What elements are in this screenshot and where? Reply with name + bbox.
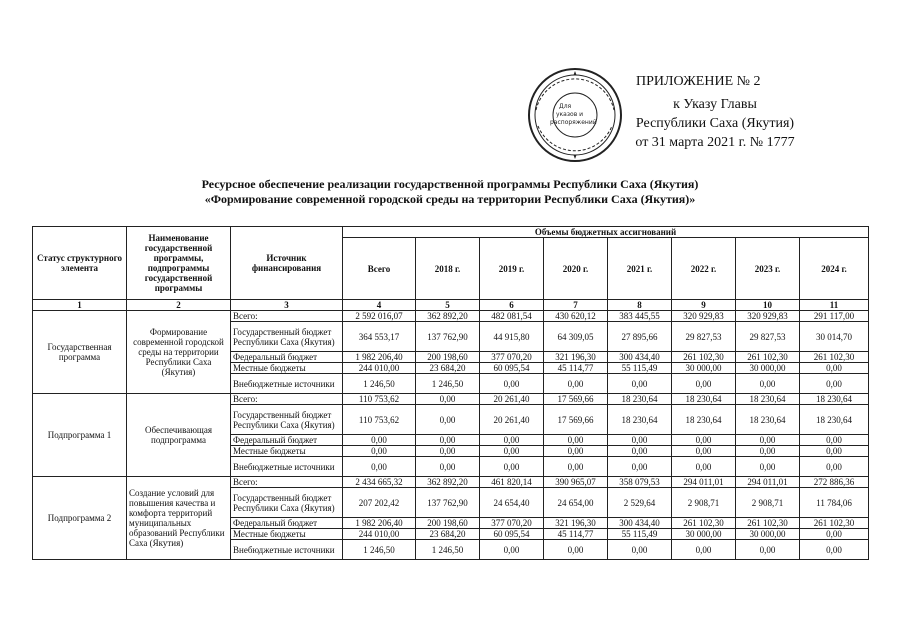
row-status: Подпрограмма 1 bbox=[33, 394, 127, 477]
cell-amount: 261 102,30 bbox=[736, 518, 800, 529]
cell-amount: 1 982 206,40 bbox=[343, 352, 416, 363]
cell-amount: 29 827,53 bbox=[672, 322, 736, 352]
row-funding-source: Внебюджетные источники bbox=[231, 374, 343, 394]
official-stamp-seal bbox=[526, 66, 624, 164]
table-body bbox=[33, 311, 869, 560]
cell-amount: 30 000,00 bbox=[736, 529, 800, 540]
cell-amount: 0,00 bbox=[672, 374, 736, 394]
row-funding-source: Государственный бюджет Республики Саха (Якутия) bbox=[231, 322, 343, 352]
cell-amount: 110 753,62 bbox=[343, 394, 416, 405]
row-funding-source: Местные бюджеты bbox=[231, 529, 343, 540]
document-title-line-2: «Формирование современной городской среды на территории Республики Саха (Якутия)» bbox=[204, 192, 696, 206]
column-number: 8 bbox=[608, 300, 672, 311]
row-funding-source: Федеральный бюджет bbox=[231, 435, 343, 446]
cell-amount: 261 102,30 bbox=[800, 518, 869, 529]
cell-amount: 18 230,64 bbox=[672, 394, 736, 405]
header-name: Наименование государственной программы, подпрограммы государственной программы bbox=[127, 227, 231, 300]
cell-amount: 2 908,71 bbox=[672, 488, 736, 518]
cell-amount: 1 246,50 bbox=[343, 540, 416, 560]
cell-amount: 482 081,54 bbox=[480, 311, 544, 322]
cell-amount: 200 198,60 bbox=[416, 518, 480, 529]
appendix-header bbox=[620, 72, 810, 152]
row-funding-source: Внебюджетные источники bbox=[231, 540, 343, 560]
cell-amount: 0,00 bbox=[800, 435, 869, 446]
appendix-line-date: от 31 марта 2021 г. № 1777 bbox=[635, 135, 795, 150]
column-number: 5 bbox=[416, 300, 480, 311]
cell-amount: 30 000,00 bbox=[736, 363, 800, 374]
svg-text:указов и: указов и bbox=[556, 111, 584, 118]
header-status: Статус структурного элемента bbox=[33, 227, 127, 300]
cell-amount: 2 908,71 bbox=[736, 488, 800, 518]
cell-amount: 18 230,64 bbox=[672, 405, 736, 435]
cell-amount: 291 117,00 bbox=[800, 311, 869, 322]
cell-amount: 0,00 bbox=[672, 540, 736, 560]
appendix-line-republic: Республики Саха (Якутия) bbox=[635, 116, 795, 131]
cell-amount: 45 114,77 bbox=[544, 363, 608, 374]
cell-amount: 11 784,06 bbox=[800, 488, 869, 518]
row-funding-source: Федеральный бюджет bbox=[231, 352, 343, 363]
row-program-name: Обеспечивающая подпрограмма bbox=[127, 394, 231, 477]
header-source: Источник финансирования bbox=[231, 227, 343, 300]
cell-amount: 110 753,62 bbox=[343, 405, 416, 435]
cell-amount: 29 827,53 bbox=[736, 322, 800, 352]
cell-amount: 0,00 bbox=[608, 374, 672, 394]
cell-amount: 377 070,20 bbox=[480, 352, 544, 363]
cell-amount: 244 010,00 bbox=[343, 529, 416, 540]
cell-amount: 390 965,07 bbox=[544, 477, 608, 488]
cell-amount: 0,00 bbox=[736, 435, 800, 446]
cell-amount: 0,00 bbox=[480, 540, 544, 560]
cell-amount: 377 070,20 bbox=[480, 518, 544, 529]
cell-amount: 2 529,64 bbox=[608, 488, 672, 518]
cell-amount: 0,00 bbox=[416, 435, 480, 446]
header-year: 2021 г. bbox=[608, 238, 672, 300]
cell-amount: 300 434,40 bbox=[608, 352, 672, 363]
cell-amount: 0,00 bbox=[480, 435, 544, 446]
cell-amount: 0,00 bbox=[736, 457, 800, 477]
cell-amount: 0,00 bbox=[480, 374, 544, 394]
cell-amount: 294 011,01 bbox=[736, 477, 800, 488]
row-status: Государственная программа bbox=[33, 311, 127, 394]
cell-amount: 364 553,17 bbox=[343, 322, 416, 352]
cell-amount: 0,00 bbox=[800, 529, 869, 540]
cell-amount: 320 929,83 bbox=[736, 311, 800, 322]
cell-amount: 1 246,50 bbox=[416, 540, 480, 560]
row-funding-source: Местные бюджеты bbox=[231, 363, 343, 374]
cell-amount: 0,00 bbox=[736, 540, 800, 560]
cell-amount: 1 246,50 bbox=[416, 374, 480, 394]
cell-amount: 2 592 016,07 bbox=[343, 311, 416, 322]
cell-amount: 18 230,64 bbox=[608, 405, 672, 435]
cell-amount: 18 230,64 bbox=[800, 405, 869, 435]
cell-amount: 0,00 bbox=[416, 446, 480, 457]
row-funding-source: Федеральный бюджет bbox=[231, 518, 343, 529]
cell-amount: 0,00 bbox=[736, 446, 800, 457]
cell-amount: 18 230,64 bbox=[800, 394, 869, 405]
cell-amount: 137 762,90 bbox=[416, 488, 480, 518]
cell-amount: 17 569,66 bbox=[544, 394, 608, 405]
row-funding-source: Местные бюджеты bbox=[231, 446, 343, 457]
cell-amount: 24 654,00 bbox=[544, 488, 608, 518]
cell-amount: 430 620,12 bbox=[544, 311, 608, 322]
document-title-line-1: Ресурсное обеспечение реализации государственной программы Республики Саха (Якутия) bbox=[201, 177, 699, 191]
appendix-title: ПРИЛОЖЕНИЕ № 2 bbox=[636, 74, 761, 89]
row-funding-source: Государственный бюджет Республики Саха (Якутия) bbox=[231, 488, 343, 518]
cell-amount: 320 929,83 bbox=[672, 311, 736, 322]
cell-amount: 23 684,20 bbox=[416, 363, 480, 374]
cell-amount: 27 895,66 bbox=[608, 322, 672, 352]
header-year: 2019 г. bbox=[480, 238, 544, 300]
cell-amount: 0,00 bbox=[608, 457, 672, 477]
cell-amount: 0,00 bbox=[800, 374, 869, 394]
cell-amount: 64 309,05 bbox=[544, 322, 608, 352]
cell-amount: 0,00 bbox=[343, 435, 416, 446]
cell-amount: 0,00 bbox=[800, 457, 869, 477]
cell-amount: 0,00 bbox=[608, 435, 672, 446]
row-funding-source: Государственный бюджет Республики Саха (Якутия) bbox=[231, 405, 343, 435]
cell-amount: 60 095,54 bbox=[480, 529, 544, 540]
row-program-name: Формирование современной городской среды на территории Республики Саха (Якутия) bbox=[127, 311, 231, 394]
row-funding-source: Всего: bbox=[231, 477, 343, 488]
cell-amount: 17 569,66 bbox=[544, 405, 608, 435]
cell-amount: 0,00 bbox=[343, 446, 416, 457]
column-number: 3 bbox=[231, 300, 343, 311]
cell-amount: 18 230,64 bbox=[736, 405, 800, 435]
header-year: 2024 г. bbox=[800, 238, 869, 300]
svg-text:распоряжений: распоряжений bbox=[550, 119, 597, 126]
column-number: 4 bbox=[343, 300, 416, 311]
resource-table bbox=[32, 226, 869, 560]
row-funding-source: Всего: bbox=[231, 394, 343, 405]
cell-amount: 0,00 bbox=[544, 457, 608, 477]
cell-amount: 300 434,40 bbox=[608, 518, 672, 529]
svg-text:Для: Для bbox=[559, 103, 572, 110]
row-funding-source: Всего: bbox=[231, 311, 343, 322]
cell-amount: 60 095,54 bbox=[480, 363, 544, 374]
cell-amount: 261 102,30 bbox=[672, 518, 736, 529]
cell-amount: 207 202,42 bbox=[343, 488, 416, 518]
cell-amount: 261 102,30 bbox=[672, 352, 736, 363]
cell-amount: 20 261,40 bbox=[480, 405, 544, 435]
cell-amount: 18 230,64 bbox=[736, 394, 800, 405]
row-funding-source: Внебюджетные источники bbox=[231, 457, 343, 477]
cell-amount: 55 115,49 bbox=[608, 529, 672, 540]
cell-amount: 383 445,55 bbox=[608, 311, 672, 322]
cell-amount: 358 079,53 bbox=[608, 477, 672, 488]
cell-amount: 321 196,30 bbox=[544, 518, 608, 529]
cell-amount: 261 102,30 bbox=[800, 352, 869, 363]
cell-amount: 45 114,77 bbox=[544, 529, 608, 540]
cell-amount: 0,00 bbox=[672, 446, 736, 457]
cell-amount: 23 684,20 bbox=[416, 529, 480, 540]
cell-amount: 362 892,20 bbox=[416, 477, 480, 488]
seal-icon bbox=[526, 66, 624, 164]
cell-amount: 44 915,80 bbox=[480, 322, 544, 352]
header-year: 2020 г. bbox=[544, 238, 608, 300]
cell-amount: 1 246,50 bbox=[343, 374, 416, 394]
cell-amount: 0,00 bbox=[800, 446, 869, 457]
cell-amount: 0,00 bbox=[544, 435, 608, 446]
cell-amount: 1 982 206,40 bbox=[343, 518, 416, 529]
cell-amount: 0,00 bbox=[800, 363, 869, 374]
cell-amount: 0,00 bbox=[416, 394, 480, 405]
cell-amount: 55 115,49 bbox=[608, 363, 672, 374]
column-number: 9 bbox=[672, 300, 736, 311]
cell-amount: 137 762,90 bbox=[416, 322, 480, 352]
header-year: 2022 г. bbox=[672, 238, 736, 300]
cell-amount: 0,00 bbox=[672, 435, 736, 446]
cell-amount: 30 000,00 bbox=[672, 363, 736, 374]
cell-amount: 362 892,20 bbox=[416, 311, 480, 322]
column-number: 6 bbox=[480, 300, 544, 311]
cell-amount: 0,00 bbox=[544, 374, 608, 394]
cell-amount: 2 434 665,32 bbox=[343, 477, 416, 488]
table-row bbox=[33, 477, 869, 488]
cell-amount: 0,00 bbox=[480, 446, 544, 457]
cell-amount: 24 654,40 bbox=[480, 488, 544, 518]
header-year: 2018 г. bbox=[416, 238, 480, 300]
cell-amount: 272 886,36 bbox=[800, 477, 869, 488]
document-title bbox=[100, 177, 800, 207]
cell-amount: 0,00 bbox=[480, 457, 544, 477]
cell-amount: 0,00 bbox=[343, 457, 416, 477]
cell-amount: 0,00 bbox=[544, 446, 608, 457]
cell-amount: 244 010,00 bbox=[343, 363, 416, 374]
column-number: 2 bbox=[127, 300, 231, 311]
cell-amount: 0,00 bbox=[736, 374, 800, 394]
column-number-row bbox=[33, 300, 869, 311]
column-number: 10 bbox=[736, 300, 800, 311]
cell-amount: 0,00 bbox=[416, 405, 480, 435]
header-total: Всего bbox=[343, 238, 416, 300]
header-year: 2023 г. bbox=[736, 238, 800, 300]
cell-amount: 0,00 bbox=[608, 540, 672, 560]
row-program-name: Создание условий для повышения качества и комфорта территорий муниципальных образований Республики Саха (Якутия) bbox=[127, 477, 231, 560]
cell-amount: 30 014,70 bbox=[800, 322, 869, 352]
cell-amount: 0,00 bbox=[800, 540, 869, 560]
cell-amount: 30 000,00 bbox=[672, 529, 736, 540]
cell-amount: 261 102,30 bbox=[736, 352, 800, 363]
cell-amount: 294 011,01 bbox=[672, 477, 736, 488]
cell-amount: 0,00 bbox=[672, 457, 736, 477]
appendix-line-decree: к Указу Главы bbox=[673, 97, 757, 112]
column-number: 1 bbox=[33, 300, 127, 311]
cell-amount: 200 198,60 bbox=[416, 352, 480, 363]
table-row bbox=[33, 311, 869, 322]
cell-amount: 321 196,30 bbox=[544, 352, 608, 363]
cell-amount: 20 261,40 bbox=[480, 394, 544, 405]
cell-amount: 0,00 bbox=[544, 540, 608, 560]
cell-amount: 18 230,64 bbox=[608, 394, 672, 405]
column-number: 11 bbox=[800, 300, 869, 311]
row-status: Подпрограмма 2 bbox=[33, 477, 127, 560]
table-row bbox=[33, 394, 869, 405]
column-number: 7 bbox=[544, 300, 608, 311]
cell-amount: 0,00 bbox=[416, 457, 480, 477]
header-volumes: Объемы бюджетных ассигнований bbox=[343, 227, 869, 238]
cell-amount: 461 820,14 bbox=[480, 477, 544, 488]
cell-amount: 0,00 bbox=[608, 446, 672, 457]
